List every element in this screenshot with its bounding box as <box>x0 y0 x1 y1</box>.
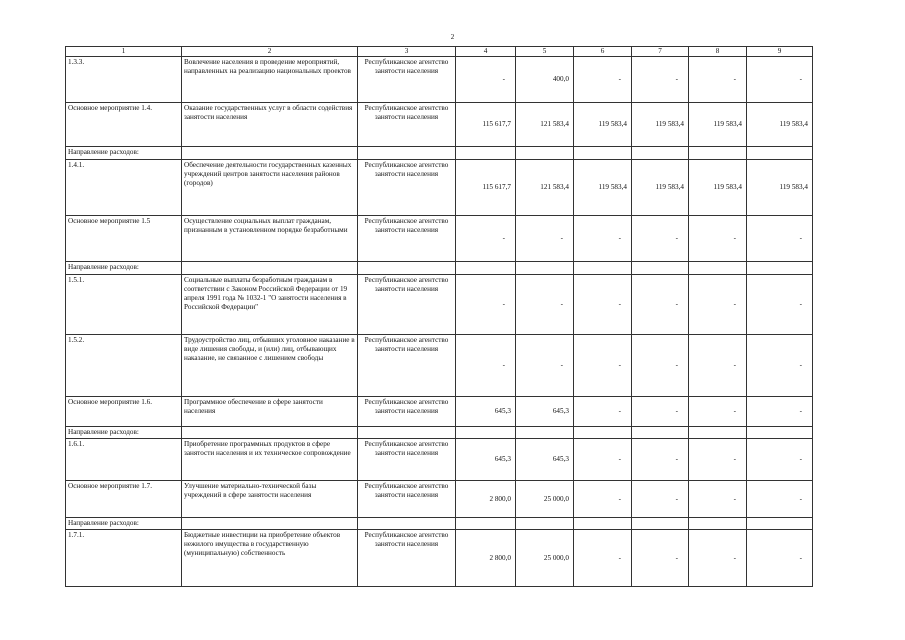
table-row <box>66 335 813 397</box>
empty-cell <box>689 262 747 275</box>
item-name: Программное обеспечение в сфере занятости населения <box>182 397 358 427</box>
value-cell: - <box>689 57 747 103</box>
value-cell: - <box>747 530 813 587</box>
item-code: Основное мероприятие 1.6. <box>66 397 182 427</box>
empty-cell <box>182 147 358 160</box>
value-cell: 2 800,0 <box>456 481 516 518</box>
table-row <box>66 103 813 147</box>
empty-cell <box>516 147 574 160</box>
value-cell: - <box>689 397 747 427</box>
item-executor: Республиканское агентство занятости населения <box>358 160 456 216</box>
value-cell: 645,3 <box>516 439 574 481</box>
empty-cell <box>574 518 632 530</box>
value-cell: 25 000,0 <box>516 530 574 587</box>
item-code: 1.4.1. <box>66 160 182 216</box>
value-cell: 119 583,4 <box>689 103 747 147</box>
value-cell: - <box>456 216 516 262</box>
empty-cell <box>456 427 516 439</box>
item-executor: Республиканское агентство занятости населения <box>358 216 456 262</box>
value-cell: - <box>747 481 813 518</box>
column-number-cell: 8 <box>689 47 747 57</box>
value-cell: 115 617,7 <box>456 103 516 147</box>
item-executor: Республиканское агентство занятости населения <box>358 397 456 427</box>
value-cell: 119 583,4 <box>689 160 747 216</box>
item-name: Бюджетные инвестиции на приобретение объектов нежилого имущества в государственную (муниципальную) собственность <box>182 530 358 587</box>
item-code: 1.6.1. <box>66 439 182 481</box>
value-cell: - <box>516 335 574 397</box>
direction-label: Направление расходов: <box>66 427 182 439</box>
value-cell: - <box>574 397 632 427</box>
item-executor: Республиканское агентство занятости населения <box>358 439 456 481</box>
empty-cell <box>689 427 747 439</box>
item-code: Основное мероприятие 1.4. <box>66 103 182 147</box>
item-code: Основное мероприятие 1.5 <box>66 216 182 262</box>
item-code: 1.7.1. <box>66 530 182 587</box>
value-cell: 2 800,0 <box>456 530 516 587</box>
empty-cell <box>574 427 632 439</box>
direction-row <box>66 427 813 439</box>
value-cell: - <box>689 216 747 262</box>
value-cell: 400,0 <box>516 57 574 103</box>
empty-cell <box>747 147 813 160</box>
value-cell: - <box>632 275 689 335</box>
direction-row <box>66 147 813 160</box>
value-cell: - <box>632 530 689 587</box>
empty-cell <box>574 147 632 160</box>
value-cell: - <box>574 216 632 262</box>
table-row <box>66 216 813 262</box>
value-cell: - <box>574 530 632 587</box>
empty-cell <box>182 262 358 275</box>
value-cell: 645,3 <box>456 439 516 481</box>
direction-label: Направление расходов: <box>66 147 182 160</box>
value-cell: - <box>747 57 813 103</box>
value-cell: 119 583,4 <box>747 160 813 216</box>
item-executor: Республиканское агентство занятости населения <box>358 103 456 147</box>
value-cell: 119 583,4 <box>574 103 632 147</box>
table-body <box>66 47 813 587</box>
column-number-cell: 4 <box>456 47 516 57</box>
empty-cell <box>516 262 574 275</box>
empty-cell <box>358 427 456 439</box>
program-table <box>65 46 813 587</box>
value-cell: - <box>574 57 632 103</box>
empty-cell <box>182 518 358 530</box>
item-code: 1.3.3. <box>66 57 182 103</box>
value-cell: 645,3 <box>456 397 516 427</box>
table-row <box>66 530 813 587</box>
column-number-cell: 1 <box>66 47 182 57</box>
table-row <box>66 439 813 481</box>
value-cell: - <box>747 397 813 427</box>
value-cell: - <box>574 335 632 397</box>
value-cell: - <box>632 439 689 481</box>
table-row <box>66 481 813 518</box>
value-cell: - <box>516 216 574 262</box>
empty-cell <box>456 518 516 530</box>
item-code: 1.5.1. <box>66 275 182 335</box>
value-cell: - <box>689 275 747 335</box>
value-cell: 119 583,4 <box>632 103 689 147</box>
value-cell: 115 617,7 <box>456 160 516 216</box>
column-number-cell: 6 <box>574 47 632 57</box>
empty-cell <box>456 262 516 275</box>
column-number-row <box>66 47 813 57</box>
value-cell: - <box>456 57 516 103</box>
table-row <box>66 275 813 335</box>
direction-row <box>66 518 813 530</box>
value-cell: - <box>689 530 747 587</box>
value-cell: - <box>632 57 689 103</box>
value-cell: - <box>632 481 689 518</box>
table-row <box>66 57 813 103</box>
value-cell: - <box>456 275 516 335</box>
empty-cell <box>516 518 574 530</box>
value-cell: - <box>689 439 747 481</box>
empty-cell <box>182 427 358 439</box>
value-cell: 121 583,4 <box>516 103 574 147</box>
value-cell: - <box>574 439 632 481</box>
table-row <box>66 160 813 216</box>
item-name: Трудоустройство лиц, отбывших уголовное наказание в виде лишения свободы, и (или) лиц, отбывающих наказание, не связанное с лишением свободы <box>182 335 358 397</box>
item-executor: Республиканское агентство занятости населения <box>358 481 456 518</box>
column-number-cell: 9 <box>747 47 813 57</box>
direction-row <box>66 262 813 275</box>
column-number-cell: 2 <box>182 47 358 57</box>
value-cell: - <box>574 481 632 518</box>
value-cell: 121 583,4 <box>516 160 574 216</box>
item-name: Вовлечение населения в проведение мероприятий, направленных на реализацию национальных проектов <box>182 57 358 103</box>
item-executor: Республиканское агентство занятости населения <box>358 530 456 587</box>
empty-cell <box>632 518 689 530</box>
empty-cell <box>456 147 516 160</box>
empty-cell <box>747 427 813 439</box>
item-executor: Республиканское агентство занятости населения <box>358 57 456 103</box>
empty-cell <box>358 262 456 275</box>
column-number-cell: 5 <box>516 47 574 57</box>
page-number: 2 <box>450 33 455 41</box>
value-cell: - <box>632 397 689 427</box>
value-cell: - <box>747 216 813 262</box>
empty-cell <box>632 147 689 160</box>
column-number-cell: 7 <box>632 47 689 57</box>
empty-cell <box>358 518 456 530</box>
item-code: 1.5.2. <box>66 335 182 397</box>
value-cell: - <box>747 439 813 481</box>
empty-cell <box>689 518 747 530</box>
value-cell: - <box>516 275 574 335</box>
value-cell: - <box>632 216 689 262</box>
value-cell: - <box>747 275 813 335</box>
empty-cell <box>574 262 632 275</box>
value-cell: - <box>747 335 813 397</box>
item-executor: Республиканское агентство занятости населения <box>358 335 456 397</box>
empty-cell <box>747 518 813 530</box>
empty-cell <box>358 147 456 160</box>
empty-cell <box>689 147 747 160</box>
value-cell: - <box>689 335 747 397</box>
item-name: Социальные выплаты безработным гражданам в соответствии с Законом Российской Федерации от 19 апреля 1991 года № 1032-1 "О занятости населения в Российской Федерации" <box>182 275 358 335</box>
value-cell: - <box>689 481 747 518</box>
value-cell: 119 583,4 <box>632 160 689 216</box>
value-cell: 645,3 <box>516 397 574 427</box>
value-cell: - <box>632 335 689 397</box>
empty-cell <box>747 262 813 275</box>
value-cell: 25 000,0 <box>516 481 574 518</box>
value-cell: 119 583,4 <box>747 103 813 147</box>
item-name: Приобретение программных продуктов в сфере занятости населения и их техническое сопровождение <box>182 439 358 481</box>
item-name: Осуществление социальных выплат гражданам, признанным в установленном порядке безработными <box>182 216 358 262</box>
item-executor: Республиканское агентство занятости населения <box>358 275 456 335</box>
item-name: Оказание государственных услуг в области содействия занятости населения <box>182 103 358 147</box>
item-code: Основное мероприятие 1.7. <box>66 481 182 518</box>
value-cell: - <box>574 275 632 335</box>
column-number-cell: 3 <box>358 47 456 57</box>
value-cell: 119 583,4 <box>574 160 632 216</box>
empty-cell <box>632 262 689 275</box>
empty-cell <box>632 427 689 439</box>
empty-cell <box>516 427 574 439</box>
direction-label: Направление расходов: <box>66 262 182 275</box>
item-name: Улучшение материально-технической базы учреждений в сфере занятости населения <box>182 481 358 518</box>
value-cell: - <box>456 335 516 397</box>
table-row <box>66 397 813 427</box>
direction-label: Направление расходов: <box>66 518 182 530</box>
item-name: Обеспечение деятельности государственных казенных учреждений центров занятости населения районов (городов) <box>182 160 358 216</box>
